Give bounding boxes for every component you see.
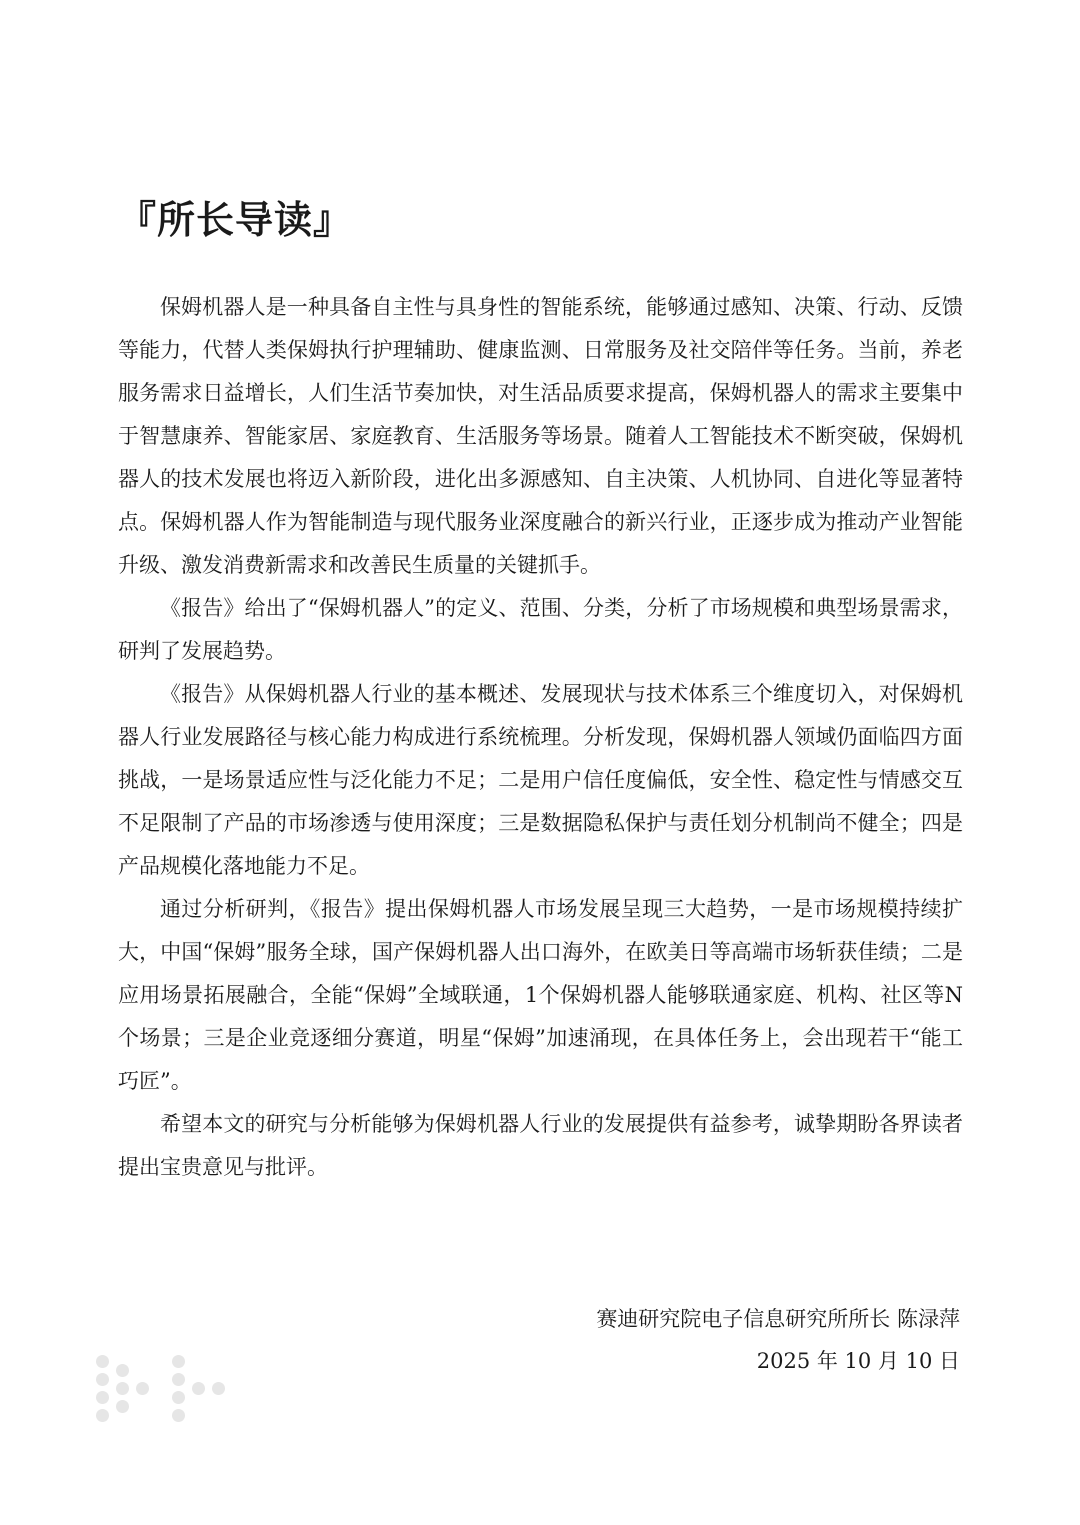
dot bbox=[172, 1391, 185, 1404]
dot bbox=[172, 1409, 185, 1422]
dot bbox=[212, 1382, 225, 1395]
dot bbox=[96, 1409, 109, 1422]
decorative-dots-icon bbox=[96, 1355, 236, 1435]
dot bbox=[116, 1382, 129, 1395]
page-title: 『所长导读』 bbox=[118, 197, 353, 242]
signature-author: 赛迪研究院电子信息研究所所长 陈渌萍 bbox=[596, 1307, 960, 1331]
signature-date: 2025 年 10 月 10 日 bbox=[756, 1349, 960, 1373]
dot bbox=[96, 1373, 109, 1386]
signature-block bbox=[596, 1298, 960, 1382]
dot bbox=[136, 1382, 149, 1395]
dot bbox=[116, 1364, 129, 1377]
dot bbox=[96, 1355, 109, 1368]
body-text bbox=[118, 286, 963, 1189]
dot bbox=[96, 1391, 109, 1404]
paragraph-intro: 保姆机器人是一种具备自主性与具身性的智能系统，能够通过感知、决策、行动、反馈等能力，代替人类保姆执行护理辅助、健康监测、日常服务及社交陪伴等任务。当前，养老服务需求日益增长，人们生活节奏加快，对生活品质要求提高，保姆机器人的需求主要集中于智慧康养、智能家居、家庭教育、生活服务等场景。随着人工智能技术不断突破，保姆机器人的技术发展也将迈入新阶段，进化出多源感知、自主决策、人机协同、自进化等显著特点。保姆机器人作为智能制造与现代服务业深度融合的新兴行业，正逐步成为推动产业智能升级、激发消费新需求和改善民生质量的关键抓手。 bbox=[118, 295, 963, 577]
dot bbox=[172, 1373, 185, 1386]
paragraph-trends: 通过分析研判，《报告》提出保姆机器人市场发展呈现三大趋势，一是市场规模持续扩大，中国“保姆”服务全球，国产保姆机器人出口海外，在欧美日等高端市场斩获佳绩；二是应用场景拓展融合，全能“保姆”全域联通，1个保姆机器人能够联通家庭、机构、社区等N个场景；三是企业竞逐细分赛道，明星“保姆”加速涌现，在具体任务上，会出现若干“能工巧匠”。 bbox=[118, 897, 963, 1093]
dot bbox=[172, 1355, 185, 1368]
dot bbox=[116, 1400, 129, 1413]
dot bbox=[192, 1382, 205, 1395]
paragraph-challenges: 《报告》从保姆机器人行业的基本概述、发展现状与技术体系三个维度切入，对保姆机器人行业发展路径与核心能力构成进行系统梳理。分析发现，保姆机器人领域仍面临四方面挑战，一是场景适应性与泛化能力不足；二是用户信任度偏低，安全性、稳定性与情感交互不足限制了产品的市场渗透与使用深度；三是数据隐私保护与责任划分机制尚不健全；四是产品规模化落地能力不足。 bbox=[118, 682, 963, 878]
paragraph-report-definition: 《报告》给出了“保姆机器人”的定义、范围、分类，分析了市场规模和典型场景需求，研判了发展趋势。 bbox=[118, 596, 963, 663]
paragraph-closing: 希望本文的研究与分析能够为保姆机器人行业的发展提供有益参考，诚挚期盼各界读者提出宝贵意见与批评。 bbox=[118, 1112, 963, 1179]
